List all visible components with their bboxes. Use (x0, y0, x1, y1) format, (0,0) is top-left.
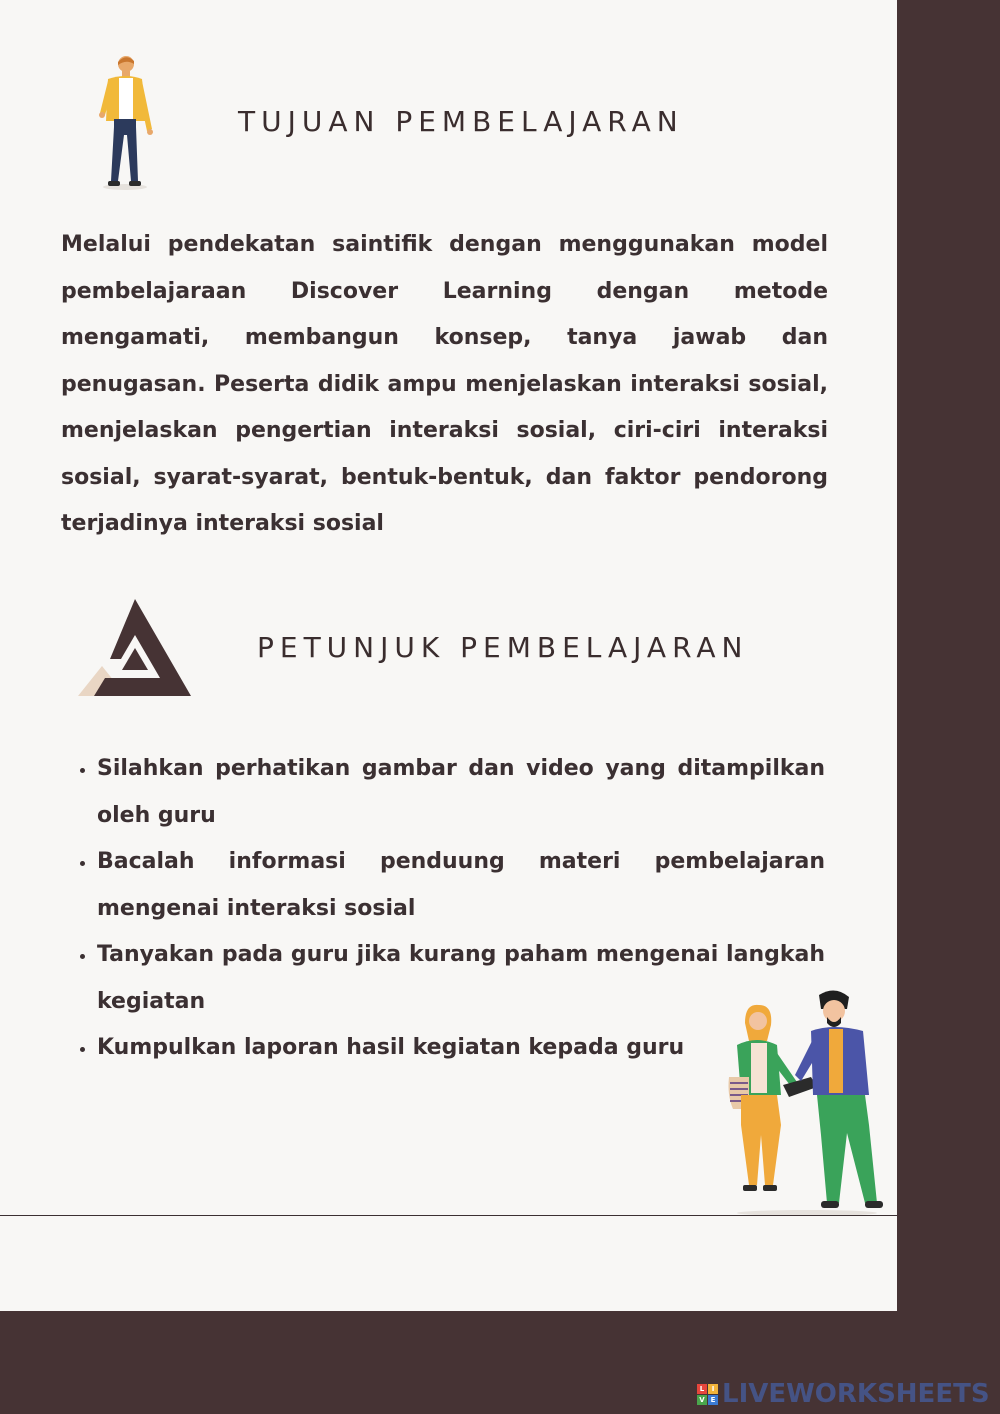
section-title-learning-instructions: PETUNJUK PEMBELAJARAN (257, 631, 749, 664)
triangle-logo-icon (78, 598, 192, 698)
list-item: • Tanyakan pada guru jika kurang paham mengenai langkah kegiatan (97, 932, 825, 1025)
section-title-learning-objectives: TUJUAN PEMBELAJARAN (238, 105, 684, 138)
list-item: • Bacalah informasi penduung materi pembelajaran mengenai interaksi sosial (97, 839, 825, 932)
right-frame-band (897, 0, 1000, 1414)
list-item: • Silahkan perhatikan gambar dan video yang ditampilkan oleh guru (97, 746, 825, 839)
liveworksheets-logo-icon: L I V E (697, 1384, 718, 1405)
liveworksheets-watermark (697, 1379, 990, 1409)
watermark-text: LIVEWORKSHEETS (722, 1379, 990, 1409)
list-item: • Kumpulkan laporan hasil kegiatan kepada guru (97, 1025, 825, 1072)
two-people-discussing-illustration (727, 985, 887, 1217)
standing-person-illustration (94, 55, 156, 191)
learning-objectives-text: Melalui pendekatan saintifik dengan menggunakan model pembelajaraan Discover Learning dengan metode mengamati, membangun konsep, tanya jawab dan penugasan. Peserta didik ampu menjelaskan interaksi sosial, menjelaskan pengertian interaksi sosial, ciri-ciri interaksi sosial, syarat-syarat, bentuk-bentuk, dan faktor pendorong terjadinya interaksi sosial (61, 232, 828, 536)
bottom-divider (0, 1215, 897, 1216)
instructions-list (60, 746, 825, 1072)
